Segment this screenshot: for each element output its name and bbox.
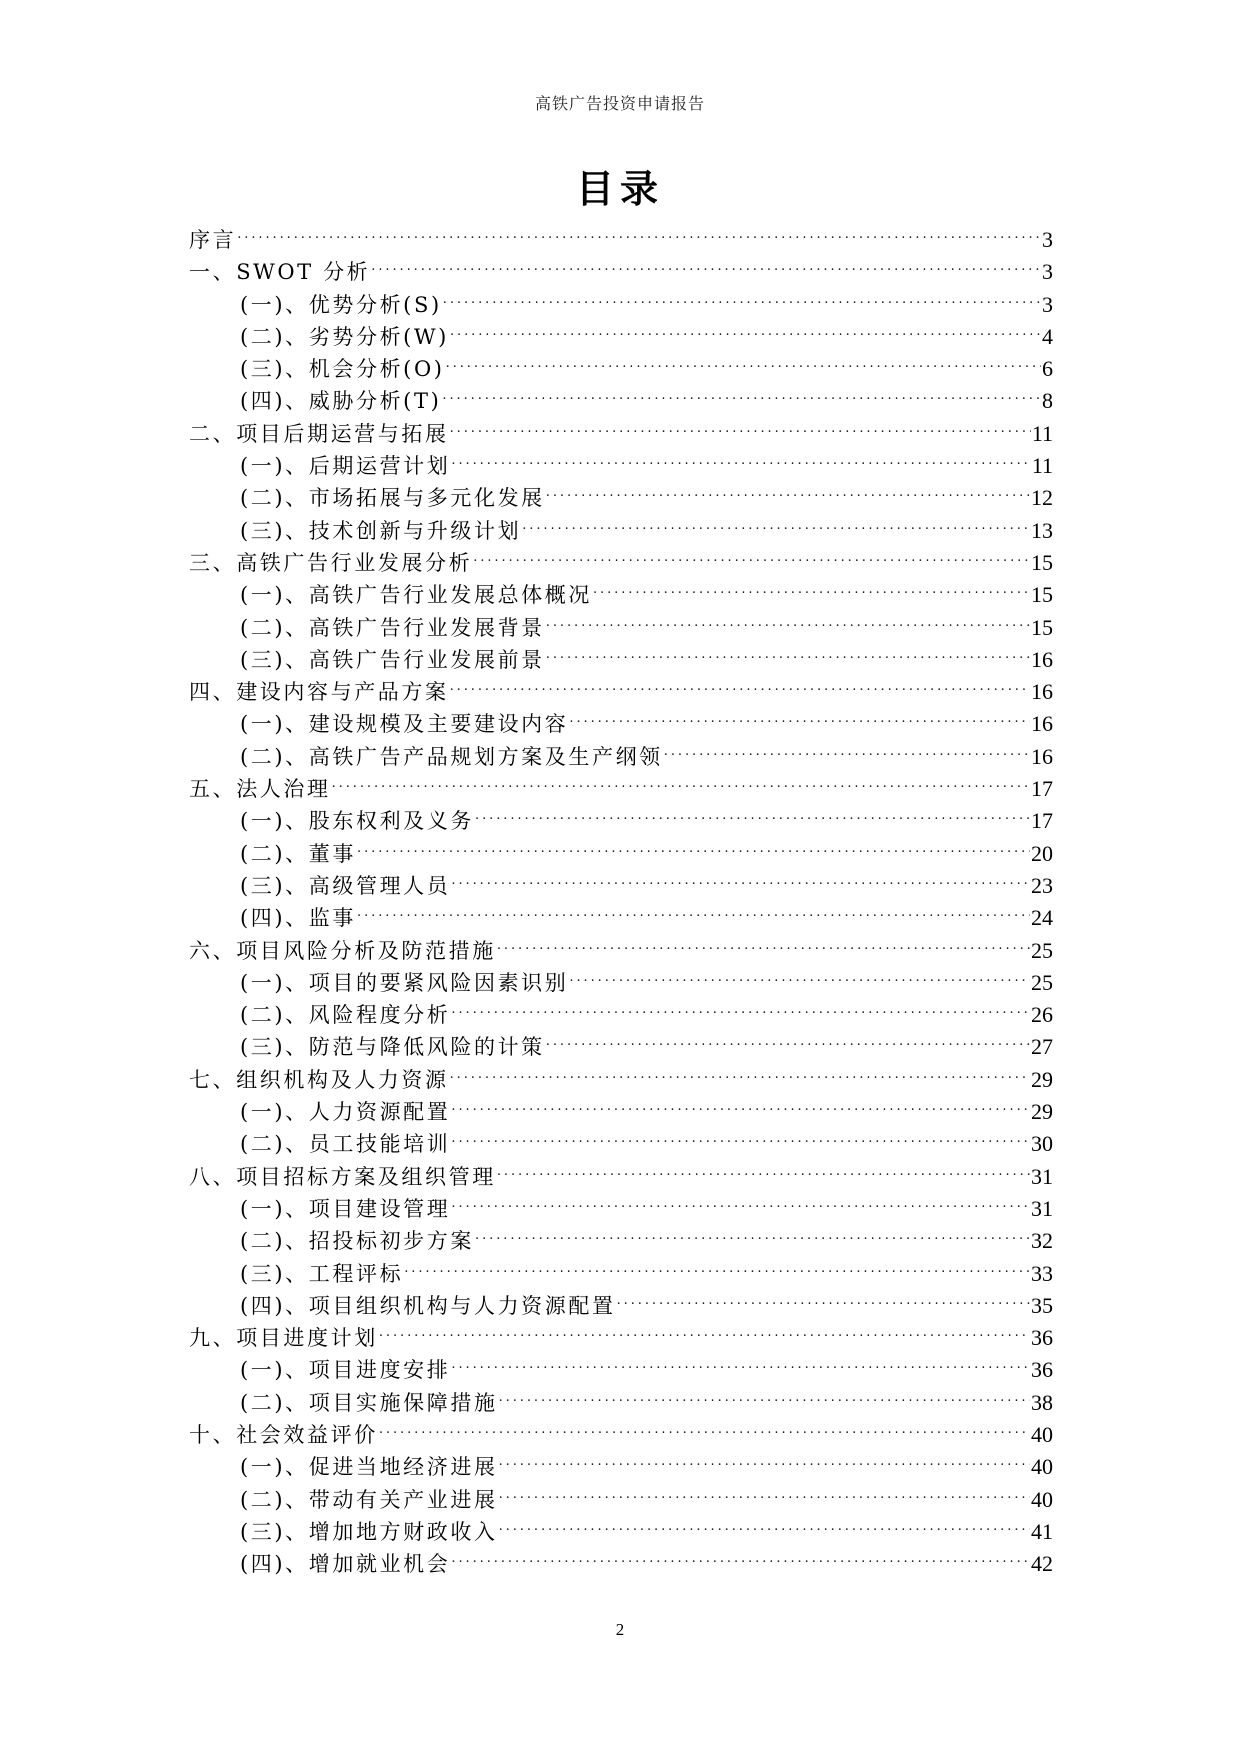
dot-leader	[499, 1507, 1030, 1539]
dot-leader	[546, 473, 1030, 505]
dot-leader	[404, 1249, 1030, 1281]
toc-entry-title: 七、组织机构及人力资源	[189, 1067, 449, 1092]
toc-entry[interactable]	[189, 247, 1053, 285]
dot-leader	[451, 441, 1030, 473]
toc-page-number: 42	[1031, 1551, 1053, 1577]
toc-entry-title: (三)、高级管理人员	[240, 873, 451, 898]
toc-entry-title: (一)、后期运营计划	[240, 454, 451, 479]
dot-leader	[569, 699, 1030, 731]
toc-page-number: 6	[1042, 356, 1053, 382]
dot-leader	[546, 603, 1030, 635]
toc-page-number: 3	[1042, 259, 1053, 285]
dot-leader	[357, 829, 1030, 861]
dot-leader	[473, 538, 1030, 570]
dot-leader	[357, 893, 1030, 925]
toc-entry-title: (一)、促进当地经济进展	[240, 1455, 498, 1480]
toc-page-number: 35	[1031, 1292, 1053, 1318]
toc-entry-title: (四)、项目组织机构与人力资源配置	[240, 1293, 616, 1318]
toc-page-number: 16	[1031, 646, 1053, 672]
toc-page-number: 3	[1042, 227, 1053, 252]
toc-page-number: 16	[1031, 743, 1053, 769]
table-of-contents	[189, 215, 1053, 1577]
toc-entry-title: (二)、项目实施保障措施	[240, 1390, 498, 1415]
dot-leader	[451, 1345, 1030, 1377]
dot-leader	[371, 247, 1041, 279]
toc-entry-title: (三)、技术创新与升级计划	[240, 518, 522, 543]
toc-page-number: 12	[1031, 485, 1053, 511]
toc-page-number: 33	[1031, 1260, 1053, 1286]
dot-leader	[237, 215, 1041, 247]
dot-leader	[617, 1281, 1030, 1313]
toc-page-number: 4	[1042, 323, 1053, 349]
toc-page-number: 25	[1031, 969, 1053, 995]
toc-entry-title: (二)、招投标初步方案	[240, 1229, 474, 1254]
toc-page-number: 32	[1031, 1228, 1053, 1254]
dot-leader	[499, 1442, 1030, 1474]
toc-entry-title: 五、法人治理	[189, 777, 331, 802]
dot-leader	[379, 1313, 1030, 1345]
toc-page-number: 17	[1031, 808, 1053, 834]
toc-page-number: 17	[1031, 776, 1053, 802]
toc-page-number: 31	[1031, 1195, 1053, 1221]
toc-page-number: 26	[1031, 1002, 1053, 1028]
toc-entry-title: (一)、建设规模及主要建设内容	[240, 712, 569, 737]
dot-leader	[451, 990, 1030, 1022]
toc-entry-title: (四)、监事	[240, 906, 356, 931]
dot-leader	[499, 1378, 1030, 1410]
toc-page-number: 16	[1031, 679, 1053, 705]
toc-page-number: 36	[1031, 1357, 1053, 1383]
toc-page-number: 38	[1031, 1389, 1053, 1415]
toc-page-number: 11	[1031, 453, 1053, 479]
dot-leader	[546, 635, 1030, 667]
dot-leader	[442, 376, 1041, 408]
toc-entry-title: (一)、项目进度安排	[240, 1358, 451, 1383]
dot-leader	[451, 861, 1030, 893]
dot-leader	[451, 1184, 1030, 1216]
toc-entry-title: (三)、防范与降低风险的计策	[240, 1035, 545, 1060]
toc-entry-title: (一)、高铁广告行业发展总体概况	[240, 583, 592, 608]
toc-entry-title: 六、项目风险分析及防范措施	[189, 938, 496, 963]
toc-entry-title: (三)、增加地方财政收入	[240, 1519, 498, 1544]
toc-entry-title: (一)、人力资源配置	[240, 1100, 451, 1125]
toc-page-number: 15	[1031, 614, 1053, 640]
dot-leader	[475, 1216, 1030, 1248]
toc-page-number: 20	[1031, 840, 1053, 866]
toc-page-number: 40	[1031, 1454, 1053, 1480]
toc-entry-title: (一)、优势分析(S)	[240, 292, 442, 317]
toc-entry-title: (三)、机会分析(O)	[240, 357, 445, 382]
toc-page-number: 8	[1042, 388, 1053, 414]
dot-leader	[443, 280, 1041, 312]
dot-leader	[450, 1055, 1030, 1087]
toc-page-number: 29	[1031, 1066, 1053, 1092]
dot-leader	[593, 570, 1030, 602]
dot-leader	[497, 926, 1030, 958]
toc-entry-title: 一、SWOT 分析	[189, 260, 371, 285]
toc-entry-title: (二)、高铁广告产品规划方案及生产纲领	[240, 744, 663, 769]
toc-page-number: 11	[1031, 420, 1053, 446]
toc-entry-title: 三、高铁广告行业发展分析	[189, 550, 473, 575]
toc-page-number: 41	[1031, 1518, 1053, 1544]
toc-entry-title: (二)、带动有关产业进展	[240, 1487, 498, 1512]
toc-page-number: 40	[1031, 1421, 1053, 1447]
dot-leader	[446, 344, 1041, 376]
toc-page-number: 31	[1031, 1163, 1053, 1189]
dot-leader	[664, 732, 1030, 764]
toc-entry-title: (二)、风险程度分析	[240, 1003, 451, 1028]
toc-page-number: 15	[1031, 549, 1053, 575]
dot-leader	[450, 409, 1031, 441]
toc-page-number: 15	[1031, 582, 1053, 608]
toc-entry-title: (二)、董事	[240, 841, 356, 866]
toc-entry-title: (二)、市场拓展与多元化发展	[240, 486, 545, 511]
dot-leader	[569, 958, 1030, 990]
toc-entry-title: (三)、高铁广告行业发展前景	[240, 647, 545, 672]
dot-leader	[379, 1410, 1030, 1442]
toc-title: 目录	[575, 166, 664, 211]
toc-page-number: 16	[1031, 711, 1053, 737]
toc-entry-title: (一)、项目建设管理	[240, 1196, 451, 1221]
toc-entry-title: 四、建设内容与产品方案	[189, 680, 449, 705]
toc-entry-title: 八、项目招标方案及组织管理	[189, 1164, 496, 1189]
dot-leader	[450, 667, 1030, 699]
dot-leader	[499, 1475, 1030, 1507]
toc-page-number: 24	[1031, 905, 1053, 931]
toc-entry-title: (二)、劣势分析(W)	[240, 324, 449, 349]
running-header: 高铁广告投资申请报告	[534, 94, 705, 113]
toc-entry[interactable]	[189, 215, 1053, 252]
toc-entry-title: (四)、威胁分析(T)	[240, 389, 442, 414]
toc-page-number: 29	[1031, 1099, 1053, 1125]
toc-entry-title: (二)、高铁广告行业发展背景	[240, 615, 545, 640]
toc-entry-title: 序言	[189, 228, 237, 252]
dot-leader	[475, 796, 1030, 828]
toc-page-number: 36	[1031, 1325, 1053, 1351]
dot-leader	[332, 764, 1030, 796]
toc-page-number: 40	[1031, 1486, 1053, 1512]
dot-leader	[522, 506, 1030, 538]
toc-page-number: 27	[1031, 1034, 1053, 1060]
toc-page-number: 30	[1031, 1131, 1053, 1157]
dot-leader	[451, 1087, 1030, 1119]
toc-entry-title: 九、项目进度计划	[189, 1326, 378, 1351]
toc-entry-title: (一)、股东权利及义务	[240, 809, 474, 834]
toc-page-number: 3	[1042, 291, 1053, 317]
toc-page-number: 25	[1031, 937, 1053, 963]
dot-leader	[497, 1152, 1030, 1184]
toc-entry-title: (二)、员工技能培训	[240, 1132, 451, 1157]
dot-leader	[546, 1022, 1030, 1054]
dot-leader	[450, 312, 1041, 344]
toc-entry-title: (四)、增加就业机会	[240, 1552, 451, 1577]
toc-entry-title: 十、社会效益评价	[189, 1422, 378, 1447]
toc-page-number: 23	[1031, 872, 1053, 898]
dot-leader	[451, 1539, 1030, 1571]
toc-entry-title: 二、项目后期运营与拓展	[189, 421, 449, 446]
toc-page-number: 13	[1031, 517, 1053, 543]
dot-leader	[451, 1119, 1030, 1151]
toc-entry-title: (三)、工程评标	[240, 1261, 404, 1286]
toc-entry-title: (一)、项目的要紧风险因素识别	[240, 970, 569, 995]
page-number: 2	[615, 1620, 625, 1639]
